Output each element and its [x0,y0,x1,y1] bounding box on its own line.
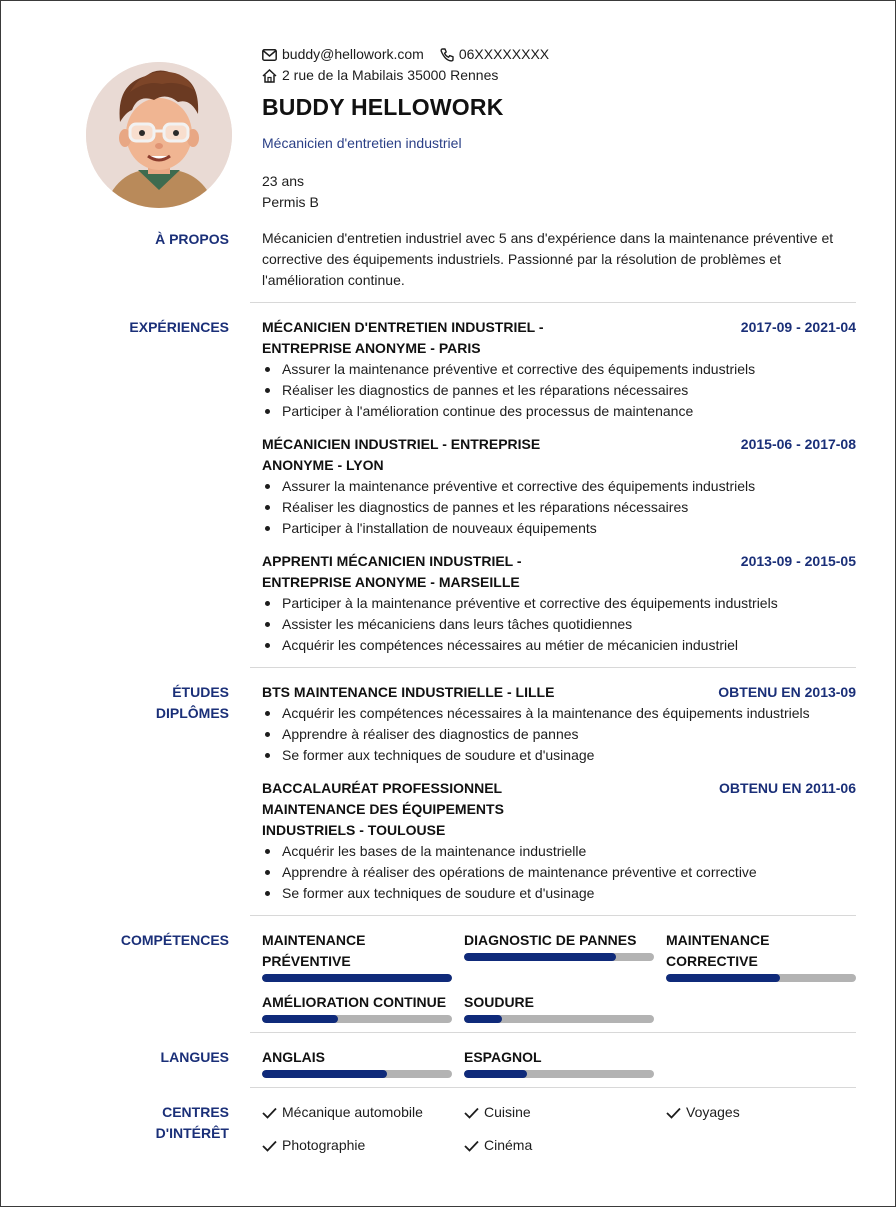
section-label-education-line2: DIPLÔMES [155,705,229,721]
education-bullets [262,703,856,766]
phone-text[interactable]: 06XXXXXXXX [458,46,550,62]
section-label-skills: COMPÉTENCES [120,932,229,948]
language-name: ANGLAIS [262,1049,325,1065]
age-text: 23 ans [262,173,305,189]
education-entry [262,682,856,766]
experience-entry [262,317,856,422]
candidate-name: BUDDY HELLOWORK [262,94,504,120]
experience-bullets [262,476,856,539]
skill-name: MAINTENANCE PRÉVENTIVE [262,932,366,969]
education-title: BACCALAURÉAT PROFESSIONNEL MAINTENANCE DES ÉQUIPEMENTS INDUSTRIELS - TOULOUSE [262,780,504,838]
bullet-item: Acquérir les compétences nécessaires à la maintenance des équipements industriels [262,703,856,724]
job-title: Mécanicien d'entretien industriel [262,135,462,151]
skill-bar-fill [262,974,452,982]
section-label-education-line1: ÉTUDES [172,684,229,700]
license-text: Permis B [262,194,319,210]
section-label-interests-line1: CENTRES [162,1104,229,1120]
phone-icon [440,48,454,62]
section-label-interests [49,1102,229,1144]
experience-title: APPRENTI MÉCANICIEN INDUSTRIEL - ENTREPRISE ANONYME - MARSEILLE [262,553,522,590]
interest-text: Cuisine [484,1104,531,1120]
experience-entry [262,551,856,656]
email-text[interactable]: buddy@hellowork.com [282,46,424,62]
experience-date: 2017-09 - 2021-04 [740,319,856,335]
email-item[interactable] [262,44,424,65]
skill-item [464,930,654,961]
about-text: Mécanicien d'entretien industriel avec 5 ans d'expérience dans la maintenance préventive et corrective des équipements industriels. Passionné par la résolution de problèmes et l'amélioration continue. [262,230,834,288]
skill-bar-fill [464,1015,502,1023]
interest-item [262,1135,365,1156]
interest-item [262,1102,423,1123]
bullet-item: Participer à l'amélioration continue des processus de maintenance [262,401,856,422]
education-date: OBTENU EN 2011-06 [719,780,856,796]
address-text: 2 rue de la Mabilais 35000 Rennes [282,67,499,83]
language-bar [262,1070,452,1078]
interest-item [666,1102,740,1123]
divider [250,1087,856,1088]
skill-name: DIAGNOSTIC DE PANNES [464,932,637,948]
section-label-experience: EXPÉRIENCES [129,319,229,335]
experience-title: MÉCANICIEN D'ENTRETIEN INDUSTRIEL - ENTREPRISE ANONYME - PARIS [262,319,544,356]
envelope-icon [262,49,277,61]
interest-text: Voyages [686,1104,740,1120]
bullet-item: Participer à l'installation de nouveaux équipements [262,518,856,539]
skill-bar [262,974,452,982]
bullet-item: Réaliser les diagnostics de pannes et les réparations nécessaires [262,380,856,401]
experience-bullets [262,359,856,422]
phone-item[interactable] [440,44,549,65]
divider [250,1032,856,1033]
divider [250,915,856,916]
skill-bar-fill [666,974,780,982]
interest-item [464,1135,532,1156]
skill-item [262,992,452,1023]
checkmark-icon [262,1140,277,1152]
checkmark-icon [262,1107,277,1119]
experience-date: 2015-06 - 2017-08 [740,436,856,452]
section-label-about: À PROPOS [155,231,229,247]
divider [250,302,856,303]
education-title: BTS MAINTENANCE INDUSTRIELLE - LILLE [262,684,555,700]
personal-info [262,171,319,213]
language-bar-fill [464,1070,527,1078]
bullet-item: Se former aux techniques de soudure et d'usinage [262,883,856,904]
language-bar [464,1070,654,1078]
bullet-item: Apprendre à réaliser des opérations de maintenance préventive et corrective [262,862,856,883]
experience-entry [262,434,856,539]
contact-block [262,44,549,86]
education-date: OBTENU EN 2013-09 [718,684,856,700]
bullet-item: Assister les mécaniciens dans leurs tâches quotidiennes [262,614,856,635]
education-entry [262,778,856,904]
checkmark-icon [464,1140,479,1152]
section-label-interests-line2: D'INTÉRÊT [155,1125,229,1141]
bullet-item: Assurer la maintenance préventive et corrective des équipements industriels [262,476,856,497]
bullet-item: Participer à la maintenance préventive et corrective des équipements industriels [262,593,856,614]
language-item [262,1047,452,1078]
skill-bar [464,953,654,961]
bullet-item: Se former aux techniques de soudure et d'usinage [262,745,856,766]
experience-bullets [262,593,856,656]
home-icon [262,69,277,83]
experience-date: 2013-09 - 2015-05 [740,553,856,569]
bullet-item: Acquérir les compétences nécessaires au métier de mécanicien industriel [262,635,856,656]
interest-text: Mécanique automobile [282,1104,423,1120]
checkmark-icon [464,1107,479,1119]
skill-bar [666,974,856,982]
interest-item [464,1102,531,1123]
skill-bar [464,1015,654,1023]
skill-item [262,930,452,982]
language-bar-fill [262,1070,387,1078]
checkmark-icon [666,1107,681,1119]
education-bullets [262,841,856,904]
bullet-item: Réaliser les diagnostics de pannes et les réparations nécessaires [262,497,856,518]
divider [250,667,856,668]
language-name: ESPAGNOL [464,1049,542,1065]
bullet-item: Assurer la maintenance préventive et corrective des équipements industriels [262,359,856,380]
skill-bar-fill [464,953,616,961]
section-label-languages: LANGUES [160,1049,229,1065]
bullet-item: Acquérir les bases de la maintenance industrielle [262,841,856,862]
interest-text: Cinéma [484,1137,533,1153]
interest-text: Photographie [282,1137,366,1153]
skill-item [464,992,654,1023]
section-label-education [49,682,229,724]
profile-avatar [86,62,232,208]
bullet-item: Apprendre à réaliser des diagnostics de pannes [262,724,856,745]
skill-item [666,930,856,982]
address-item [262,65,498,86]
experience-title: MÉCANICIEN INDUSTRIEL - ENTREPRISE ANONYME - LYON [262,436,541,473]
language-item [464,1047,654,1078]
skill-name: AMÉLIORATION CONTINUE [262,994,447,1010]
skill-name: SOUDURE [464,994,535,1010]
skill-name: MAINTENANCE CORRECTIVE [666,932,770,969]
skill-bar [262,1015,452,1023]
skill-bar-fill [262,1015,338,1023]
